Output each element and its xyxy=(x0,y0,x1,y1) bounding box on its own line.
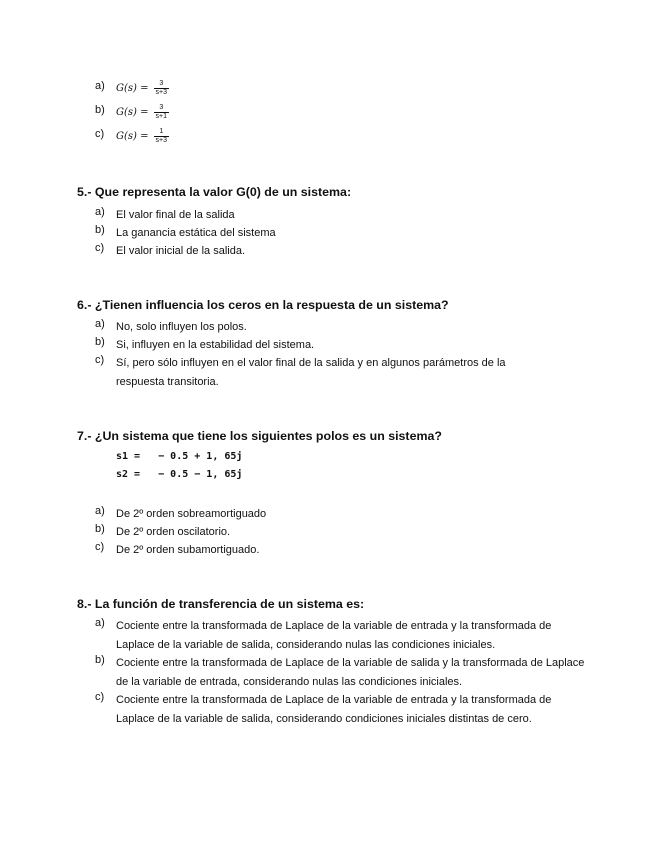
option-letter: a) xyxy=(95,318,105,330)
tf-denominator: s+1 xyxy=(155,112,168,120)
option-letter: c) xyxy=(95,541,105,553)
tf-denominator: s+3 xyxy=(155,88,168,96)
option-letter: b) xyxy=(95,104,105,116)
option-letter: b) xyxy=(95,523,105,535)
option-text: Sí, pero sólo influyen en el valor final de la salida y en algunos parámetros de la respuesta transitoria. xyxy=(116,357,506,388)
option-letter: c) xyxy=(95,242,105,254)
option-text: De 2º orden sobreamortiguado xyxy=(116,508,267,520)
option-text: Si, influyen en la estabilidad del sistema. xyxy=(116,339,315,351)
option-letter: c) xyxy=(95,128,105,140)
option-text: El valor inicial de la salida. xyxy=(116,245,246,257)
question-6-title: 6.- ¿Tienen influencia los ceros en la respuesta de un sistema? xyxy=(77,298,449,312)
tf-numerator: 1 xyxy=(159,127,164,135)
tf-fraction xyxy=(154,128,169,145)
question-8-title: 8.- La función de transferencia de un sistema es: xyxy=(77,597,365,611)
tf-lhs: G(s) = xyxy=(116,107,149,118)
option-text: Cociente entre la transformada de Laplace de la variable de salida y la transformada de Laplace de la variable de entrada, considerando nulas las condiciones iniciales. xyxy=(116,657,585,688)
tf-fraction xyxy=(154,104,169,121)
option-text: No, solo influyen los polos. xyxy=(116,321,247,333)
option-letter: a) xyxy=(95,206,105,218)
question-7-title: 7.- ¿Un sistema que tiene los siguientes polos es un sistema? xyxy=(77,429,442,443)
pole-s2: s2 = − 0.5 − 1, 65j xyxy=(116,469,243,480)
option-letter: c) xyxy=(95,354,105,366)
option-text: De 2º orden subamortiguado. xyxy=(116,544,260,556)
tf-lhs: G(s) = xyxy=(116,131,149,142)
option-letter: c) xyxy=(95,691,105,703)
option-text: Cociente entre la transformada de Laplace de la variable de entrada y la transformada de Laplace de la variable de salida, considerando nulas las condiciones iniciales. xyxy=(116,620,552,651)
tf-numerator: 3 xyxy=(159,103,164,111)
tf-fraction xyxy=(154,80,169,97)
option-letter: a) xyxy=(95,80,105,92)
option-letter: b) xyxy=(95,336,105,348)
option-letter: a) xyxy=(95,617,105,629)
tf-numerator: 3 xyxy=(159,79,164,87)
option-text: El valor final de la salida xyxy=(116,209,235,221)
option-text: La ganancia estática del sistema xyxy=(116,227,276,239)
pole-s1: s1 = − 0.5 + 1, 65j xyxy=(116,451,243,462)
question-5-title: 5.- Que representa la valor G(0) de un sistema: xyxy=(77,185,352,199)
tf-lhs: G(s) = xyxy=(116,83,149,94)
tf-denominator: s+3 xyxy=(155,136,168,144)
option-letter: b) xyxy=(95,224,105,236)
option-text: Cociente entre la transformada de Laplace de la variable de entrada y la transformada de Laplace de la variable de salida, considerando condiciones iniciales distintas de cero. xyxy=(116,694,552,725)
option-text: De 2º orden oscilatorio. xyxy=(116,526,231,538)
option-letter: b) xyxy=(95,654,105,666)
option-letter: a) xyxy=(95,505,105,517)
